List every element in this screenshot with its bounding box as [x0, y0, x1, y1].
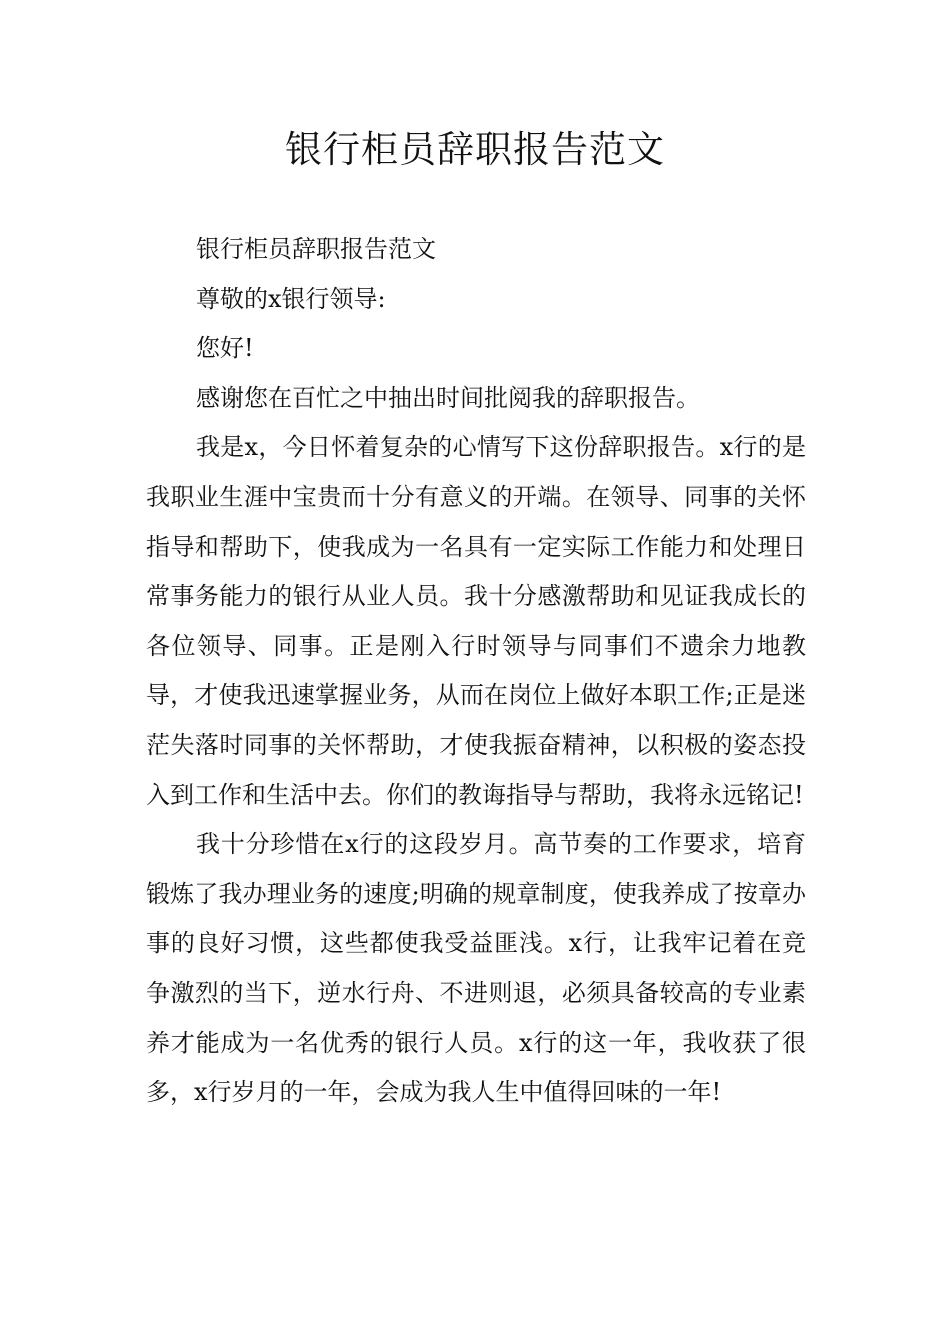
paragraph-heading: 银行柜员辞职报告范文 [196, 235, 436, 263]
paragraph-greeting: 您好! [196, 334, 254, 363]
paragraph-thanks: 感谢您在百忙之中抽出时间批阅我的辞职报告。 [196, 383, 700, 412]
document-body [146, 225, 806, 1118]
paragraph-body-1: 我是x，今日怀着复杂的心情写下这份辞职报告。x行的是我职业生涯中宝贵而十分有意义的开端。在领导、同事的关怀指导和帮助下，使我成为一名具有一定实际工作能力和处理日常事务能力的银行从业人员。我十分感激帮助和见证我成长的各位领导、同事。正是刚入行时领导与同事们不遗余力地教导，才使我迅速掌握业务，从而在岗位上做好本职工作;正是迷茫失落时同事的关怀帮助，才使我振奋精神，以积极的姿态投入到工作和生活中去。你们的教诲指导与帮助，我将永远铭记! [146, 433, 806, 809]
document-title: 银行柜员辞职报告范文 [285, 128, 665, 171]
paragraph-salutation: 尊敬的x银行领导: [196, 284, 386, 313]
paragraph-body-2: 我十分珍惜在x行的这段岁月。高节奏的工作要求，培育锻炼了我办理业务的速度;明确的规章制度，使我养成了按章办事的良好习惯，这些都使我受益匪浅。x行，让我牢记着在竞争激烈的当下，逆水行舟、不进则退，必须具备较高的专业素养才能成为一名优秀的银行人员。x行的这一年，我收获了很多，x行岁月的一年，会成为我人生中值得回味的一年! [146, 830, 806, 1107]
